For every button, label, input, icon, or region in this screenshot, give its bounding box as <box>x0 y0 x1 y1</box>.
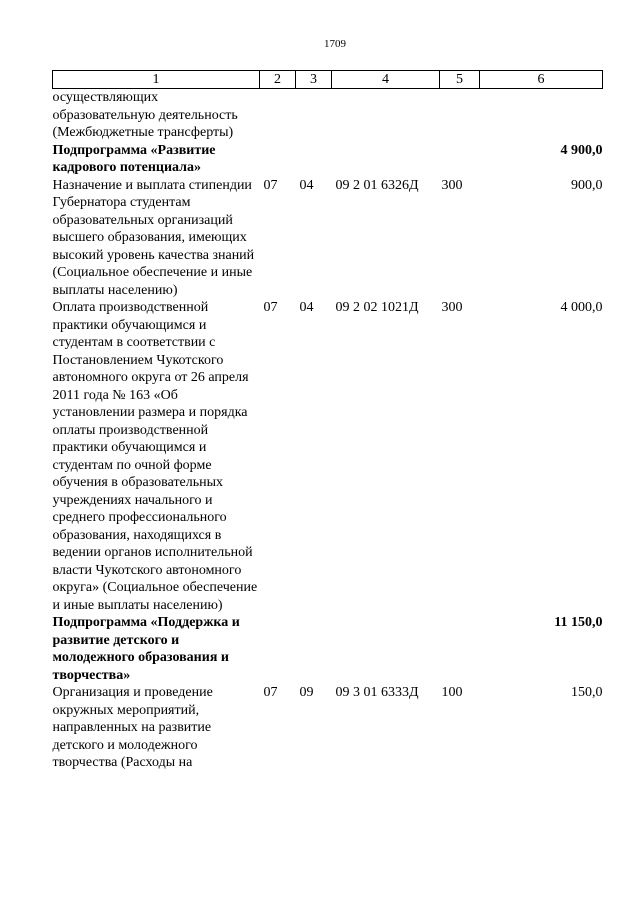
row-subsection <box>296 89 332 142</box>
row-amount: 4 900,0 <box>560 142 603 158</box>
row-subsection: 04 <box>299 300 314 315</box>
row-target: 09 2 01 6326Д <box>335 177 419 193</box>
row-amount: 4 000,0 <box>560 300 603 315</box>
row-type: 100 <box>441 685 463 700</box>
row-name: Подпрограмма «Развитие кадрового потенциала» <box>52 142 216 175</box>
table-row <box>53 142 603 177</box>
row-type <box>440 142 480 177</box>
row-subsection <box>296 142 332 177</box>
row-section: 07 <box>263 177 278 193</box>
row-name: Оплата производственной практики обучающимся и студентам в соответствии с Постановлением Чукотского автономного округа от 26 апреля 2011 года № 163 «Об установлении размера и порядка оплаты производственной практики обучающимся и студентам по очной форме обучения в образовательных учреждениях начального и среднего профессионального образования, находящихся в ведении органов исполнительной власти Чукотского автономного округа» (Социальное обеспечение и иные выплаты населению) <box>52 300 258 613</box>
row-amount: 900,0 <box>571 177 603 193</box>
table-row <box>53 684 603 772</box>
row-target <box>332 89 440 142</box>
row-name: осуществляющих образовательную деятельность (Межбюджетные трансферты) <box>52 90 238 140</box>
page-number: 1709 <box>324 38 346 50</box>
row-target: 09 3 01 6333Д <box>335 685 419 700</box>
row-amount: 150,0 <box>571 685 603 700</box>
header-col-5: 5 <box>440 71 480 89</box>
table-row <box>53 614 603 684</box>
row-type <box>440 614 480 684</box>
row-amount <box>480 89 603 142</box>
header-col-4: 4 <box>332 71 440 89</box>
row-name: Назначение и выплата стипендии Губернатора студентам образовательных организаций высшего образования, имеющих высокий уровень качества знаний (Социальное обеспечение и иные выплаты населению) <box>52 177 255 298</box>
row-name: Организация и проведение окружных мероприятий, направленных на развитие детского и молодежного творчества (Расходы на <box>52 685 213 770</box>
row-subsection <box>296 614 332 684</box>
header-col-2: 2 <box>260 71 296 89</box>
table-row <box>53 299 603 614</box>
row-section <box>260 142 296 177</box>
row-type: 300 <box>441 177 463 193</box>
table-header <box>53 71 603 89</box>
row-type: 300 <box>441 300 463 315</box>
row-section: 07 <box>263 685 278 700</box>
row-target <box>332 142 440 177</box>
header-col-1: 1 <box>53 71 260 89</box>
row-type <box>440 89 480 142</box>
budget-table <box>52 70 603 772</box>
row-amount: 11 150,0 <box>554 615 603 630</box>
table-row <box>53 89 603 142</box>
table-row <box>53 177 603 300</box>
row-target: 09 2 02 1021Д <box>335 300 419 315</box>
header-col-6: 6 <box>480 71 603 89</box>
row-name: Подпрограмма «Поддержка и развитие детского и молодежного образования и творчества» <box>52 615 240 683</box>
row-section <box>260 614 296 684</box>
header-col-3: 3 <box>296 71 332 89</box>
row-subsection: 04 <box>299 177 314 193</box>
row-subsection: 09 <box>299 685 314 700</box>
row-section: 07 <box>263 300 278 315</box>
header-row <box>53 71 603 89</box>
table-body <box>53 89 603 772</box>
row-section <box>260 89 296 142</box>
row-target <box>332 614 440 684</box>
